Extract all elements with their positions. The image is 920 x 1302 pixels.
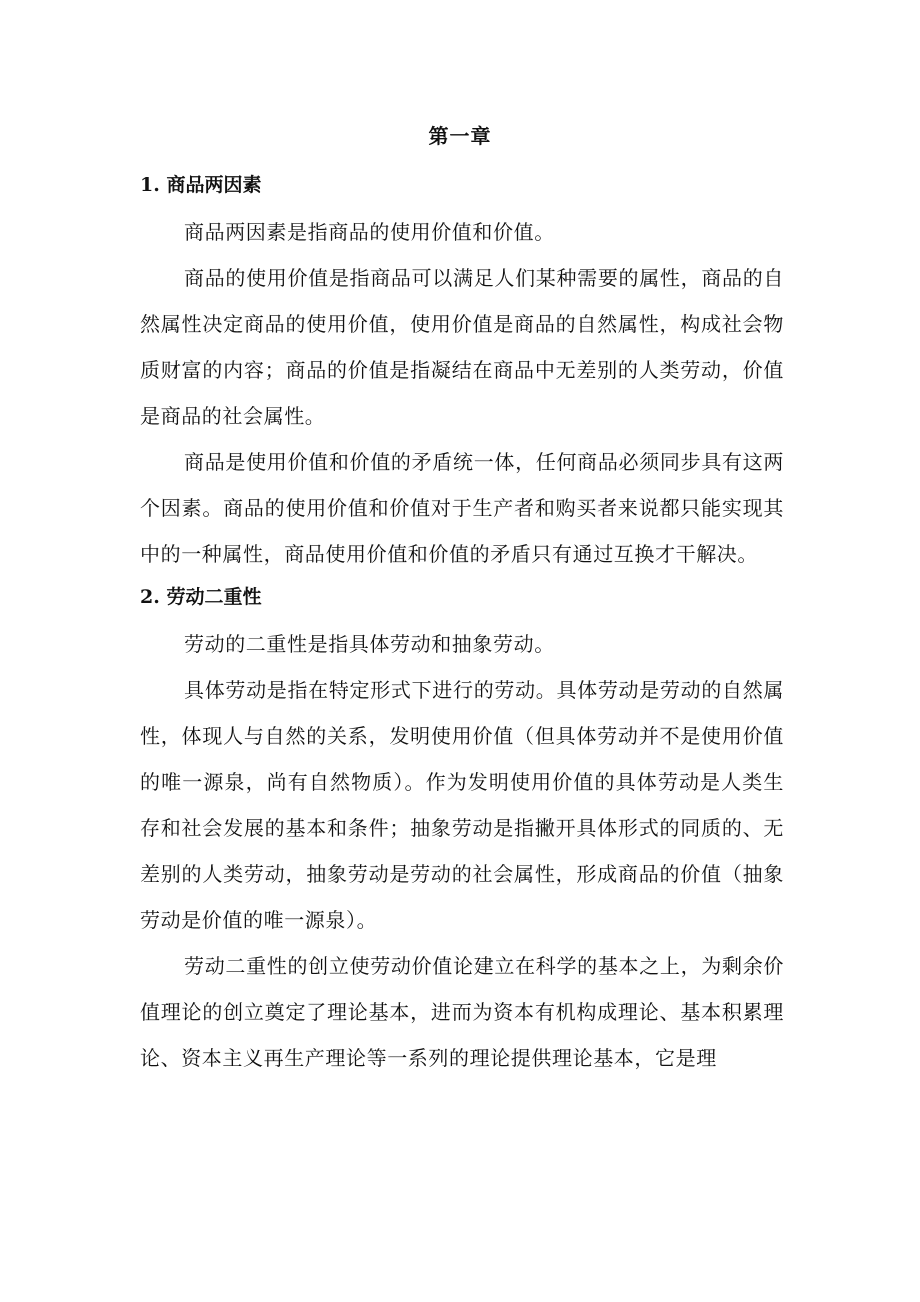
chapter-title: 第一章 (428, 124, 492, 148)
paragraph: 具体劳动是指在特定形式下进行的劳动。具体劳动是劳动的自然属性，体现人与自然的关系，发明使用价值（但具体劳动并不是使用价值的唯一源泉，尚有自然物质）。作为发明使用价值的具体劳动是人类生存和社会发展的基本和条件；抽象劳动是指撇开具体形式的同质的、无差别的人类劳动，抽象劳动是劳动的社会属性，形成商品的价值（抽象劳动是价值的唯一源泉）。 (140, 678, 784, 932)
paragraph: 劳动二重性的创立使劳动价值论建立在科学的基本之上，为剩余价值理论的创立奠定了理论基本，进而为资本有机构成理论、基本积累理论、资本主义再生产理论等一系列的理论提供理论基本，它是理 (140, 954, 784, 1070)
section-dual-nature-of-labor (140, 577, 784, 1081)
paragraph: 商品的使用价值是指商品可以满足人们某种需要的属性，商品的自然属性决定商品的使用价值，使用价值是商品的自然属性，构成社会物质财富的内容；商品的价值是指凝结在商品中无差别的人类劳动，价值是商品的社会属性。 (140, 266, 784, 428)
paragraph: 商品是使用价值和价值的矛盾统一体，任何商品必须同步具有这两个因素。商品的使用价值和价值对于生产者和购买者来说都只能实现其中的一种属性，商品使用价值和价值的矛盾只有通过互换才干解决。 (140, 450, 784, 566)
paragraph: 商品两因素是指商品的使用价值和价值。 (184, 220, 555, 244)
section-heading: 1. 商品两因素 (140, 174, 262, 196)
section-commodity-factors (140, 165, 784, 577)
document-body (140, 165, 784, 1081)
paragraph: 劳动的二重性是指具体劳动和抽象劳动。 (184, 632, 555, 656)
section-heading: 2. 劳动二重性 (140, 586, 262, 608)
